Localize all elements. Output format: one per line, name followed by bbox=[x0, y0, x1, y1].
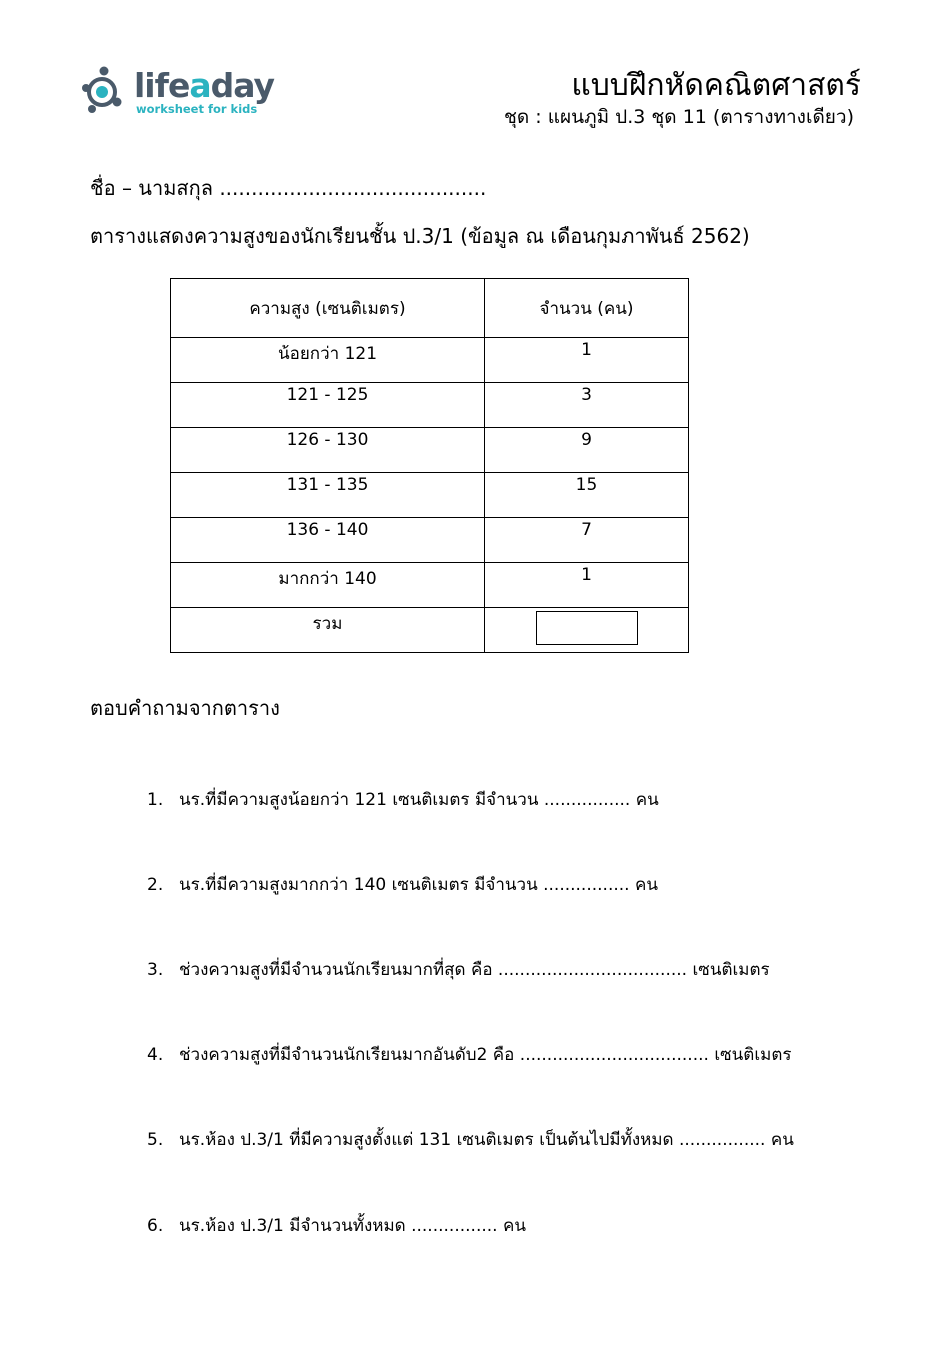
question-1 bbox=[147, 786, 659, 813]
row-count: 3 bbox=[485, 383, 689, 428]
question-6 bbox=[147, 1212, 526, 1239]
table-row bbox=[171, 383, 689, 428]
question-number: 2. bbox=[147, 875, 164, 895]
row-count: 15 bbox=[485, 473, 689, 518]
row-range: มากกว่า 140 bbox=[171, 563, 485, 608]
header-count: จำนวน (คน) bbox=[485, 279, 689, 338]
table-total-row bbox=[171, 608, 689, 653]
question-text: นร.ที่มีความสูงมากกว่า 140 เซนติเมตร มีจำนวน ................ คน bbox=[179, 875, 658, 895]
logo-tagline: worksheet for kids bbox=[136, 102, 258, 116]
answer-heading: ตอบคำถามจากตาราง bbox=[90, 696, 280, 720]
row-range: 121 - 125 bbox=[171, 383, 485, 428]
question-text: นร.ที่มีความสูงน้อยกว่า 121 เซนติเมตร มีจำนวน ................ คน bbox=[179, 790, 659, 810]
question-number: 6. bbox=[147, 1216, 164, 1236]
question-5 bbox=[147, 1126, 794, 1153]
row-range: 136 - 140 bbox=[171, 518, 485, 563]
header-height: ความสูง (เซนติเมตร) bbox=[171, 279, 485, 338]
table-row bbox=[171, 563, 689, 608]
question-2 bbox=[147, 871, 658, 898]
total-answer-box[interactable] bbox=[536, 611, 638, 645]
row-count: 7 bbox=[485, 518, 689, 563]
table-row bbox=[171, 473, 689, 518]
logo-wordmark: lifeaday bbox=[134, 66, 275, 105]
question-3 bbox=[147, 956, 770, 983]
question-text: นร.ห้อง ป.3/1 ที่มีความสูงตั้งแต่ 131 เซนติเมตร เป็นต้นไปมีทั้งหมด ................ คน bbox=[179, 1130, 794, 1150]
question-4 bbox=[147, 1041, 792, 1068]
row-count: 1 bbox=[485, 338, 689, 383]
lifeaday-logo bbox=[82, 66, 275, 122]
question-text: ช่วงความสูงที่มีจำนวนนักเรียนมากอันดับ2 คือ ................................... เซนติเมตร bbox=[179, 1045, 792, 1065]
question-number: 1. bbox=[147, 790, 164, 810]
question-text: ช่วงความสูงที่มีจำนวนนักเรียนมากที่สุด คือ ................................... เซนติเมตร bbox=[179, 960, 770, 980]
table-caption: ตารางแสดงความสูงของนักเรียนชั้น ป.3/1 (ข้อมูล ณ เดือนกุมภาพันธ์ 2562) bbox=[90, 224, 750, 248]
table-row bbox=[171, 518, 689, 563]
question-number: 4. bbox=[147, 1045, 164, 1065]
row-range: น้อยกว่า 121 bbox=[171, 338, 485, 383]
question-number: 3. bbox=[147, 960, 164, 980]
row-range: 126 - 130 bbox=[171, 428, 485, 473]
worksheet-subtitle: ชุด : แผนภูมิ ป.3 ชุด 11 (ตารางทางเดียว) bbox=[504, 106, 854, 128]
name-line: ชื่อ – นามสกุล .......................................... bbox=[90, 176, 487, 200]
height-table bbox=[170, 278, 689, 653]
logo-molecule-icon bbox=[82, 66, 132, 122]
question-number: 5. bbox=[147, 1130, 164, 1150]
worksheet-title: แบบฝึกหัดคณิตศาสตร์ bbox=[571, 68, 861, 103]
row-count: 1 bbox=[485, 563, 689, 608]
row-range: 131 - 135 bbox=[171, 473, 485, 518]
total-label: รวม bbox=[171, 608, 485, 653]
table-row bbox=[171, 338, 689, 383]
table-header-row bbox=[171, 279, 689, 338]
row-count: 9 bbox=[485, 428, 689, 473]
table-row bbox=[171, 428, 689, 473]
total-cell bbox=[485, 608, 689, 653]
question-text: นร.ห้อง ป.3/1 มีจำนวนทั้งหมด ................ คน bbox=[179, 1216, 526, 1236]
